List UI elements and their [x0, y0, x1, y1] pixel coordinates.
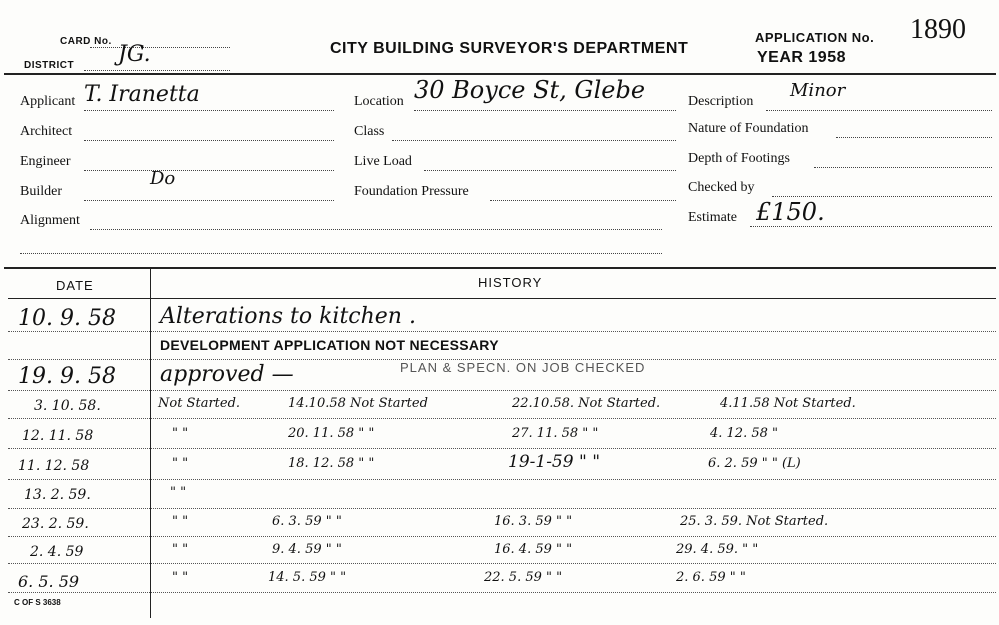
history-entry: approved — [160, 362, 294, 387]
history-entry: 4. 12. 58 " [710, 426, 778, 441]
class-label: Class [354, 124, 385, 139]
row-line [8, 390, 996, 391]
history-date: 12. 11. 58 [22, 428, 94, 444]
history-date: 10. 9. 58 [18, 306, 116, 331]
alignment-line [90, 229, 662, 230]
builder-value: Do [150, 168, 176, 189]
builder-label: Builder [20, 184, 62, 199]
history-entry: 18. 12. 58 " " [288, 456, 375, 471]
history-entry: 25. 3. 59. Not Started. [680, 514, 829, 529]
card-no-label: CARD No. [60, 36, 112, 47]
history-entry: 4.11.58 Not Started. [720, 396, 856, 411]
architect-label: Architect [20, 124, 73, 139]
history-header-rule [8, 298, 996, 299]
row-line [8, 418, 996, 419]
history-date: 2. 4. 59 [30, 544, 84, 560]
history-date: 3. 10. 58. [34, 398, 101, 414]
history-entry: " " [170, 485, 187, 500]
row-line [8, 508, 996, 509]
history-date: 11. 12. 58 [18, 458, 90, 474]
district-label: DISTRICT [24, 60, 75, 71]
estimate-line [750, 226, 992, 227]
nature-of-foundation-label: Nature of Foundation [688, 121, 809, 136]
alignment-line-2 [20, 253, 662, 254]
district-value: JG. [118, 42, 151, 67]
foundation-pressure-line [490, 200, 676, 201]
nature-of-foundation-line [836, 137, 992, 138]
foundation-pressure-label: Foundation Pressure [354, 184, 469, 199]
history-entry: 9. 4. 59 " " [272, 542, 342, 557]
history-entry: " " [172, 542, 189, 557]
history-entry: " " [172, 570, 189, 585]
row-line [8, 592, 996, 593]
history-date: 23. 2. 59. [22, 516, 89, 532]
history-date: 6. 5. 59 [18, 572, 80, 591]
history-entry: 22.10.58. Not Started. [512, 396, 661, 411]
description-label: Description [688, 94, 754, 109]
history-entry: 16. 3. 59 " " [494, 514, 573, 529]
history-header: HISTORY [478, 275, 543, 290]
history-top-rule [4, 267, 996, 269]
history-entry: 14.10.58 Not Started [288, 396, 428, 411]
district-line [84, 70, 230, 71]
row-line [8, 536, 996, 537]
history-entry: 14. 5. 59 " " [268, 570, 347, 585]
history-entry: 19-1-59 " " [508, 452, 601, 472]
estimate-value: £150. [756, 198, 825, 226]
depth-of-footings-label: Depth of Footings [688, 151, 790, 166]
live-load-line [424, 170, 676, 171]
history-date: 13. 2. 59. [24, 487, 91, 503]
applicant-line [84, 110, 334, 111]
architect-line [84, 140, 334, 141]
history-entry: 20. 11. 58 " " [288, 426, 375, 441]
history-entry: 29. 4. 59. " " [676, 542, 759, 557]
history-entry: 22. 5. 59 " " [484, 570, 563, 585]
plan-check-stamp: PLAN & SPECN. ON JOB CHECKED [400, 360, 646, 375]
description-value: Minor [790, 80, 846, 101]
year-label: YEAR 1958 [757, 49, 846, 66]
date-header: DATE [56, 278, 94, 293]
history-entry: Not Started. [158, 396, 241, 411]
application-no-value: 1890 [910, 14, 966, 45]
history-entry: " " [172, 426, 189, 441]
description-line [766, 110, 992, 111]
history-entry: Alterations to kitchen . [160, 304, 416, 329]
header-rule [4, 73, 996, 75]
location-value: 30 Boyce St, Glebe [414, 76, 646, 104]
depth-of-footings-line [814, 167, 992, 168]
form-code: C OF S 3638 [14, 598, 61, 607]
builder-line [84, 200, 334, 201]
location-line [414, 110, 676, 111]
engineer-line [84, 170, 334, 171]
history-entry: 6. 3. 59 " " [272, 514, 342, 529]
checked-by-line [772, 196, 992, 197]
row-line [8, 331, 996, 332]
history-entry: 6. 2. 59 " " (L) [708, 456, 801, 471]
class-line [392, 140, 676, 141]
history-date: 19. 9. 58 [18, 364, 116, 389]
card-no-line [90, 47, 230, 48]
row-line [8, 448, 996, 449]
history-entry: " " [172, 514, 189, 529]
applicant-value: T. Iranetta [84, 82, 200, 107]
estimate-label: Estimate [688, 210, 737, 225]
row-line [8, 563, 996, 564]
history-entry: 27. 11. 58 " " [512, 426, 599, 441]
department-title: CITY BUILDING SURVEYOR'S DEPARTMENT [330, 40, 689, 57]
row-line [8, 479, 996, 480]
checked-by-label: Checked by [688, 180, 755, 195]
date-column-divider [150, 268, 151, 618]
history-entry: 2. 6. 59 " " [676, 570, 746, 585]
history-entry: " " [172, 456, 189, 471]
development-stamp: DEVELOPMENT APPLICATION NOT NECESSARY [160, 337, 499, 353]
location-label: Location [354, 94, 404, 109]
engineer-label: Engineer [20, 154, 71, 169]
application-no-label: APPLICATION No. [755, 30, 875, 45]
applicant-label: Applicant [20, 94, 76, 109]
live-load-label: Live Load [354, 154, 412, 169]
alignment-label: Alignment [20, 213, 80, 228]
history-entry: 16. 4. 59 " " [494, 542, 573, 557]
